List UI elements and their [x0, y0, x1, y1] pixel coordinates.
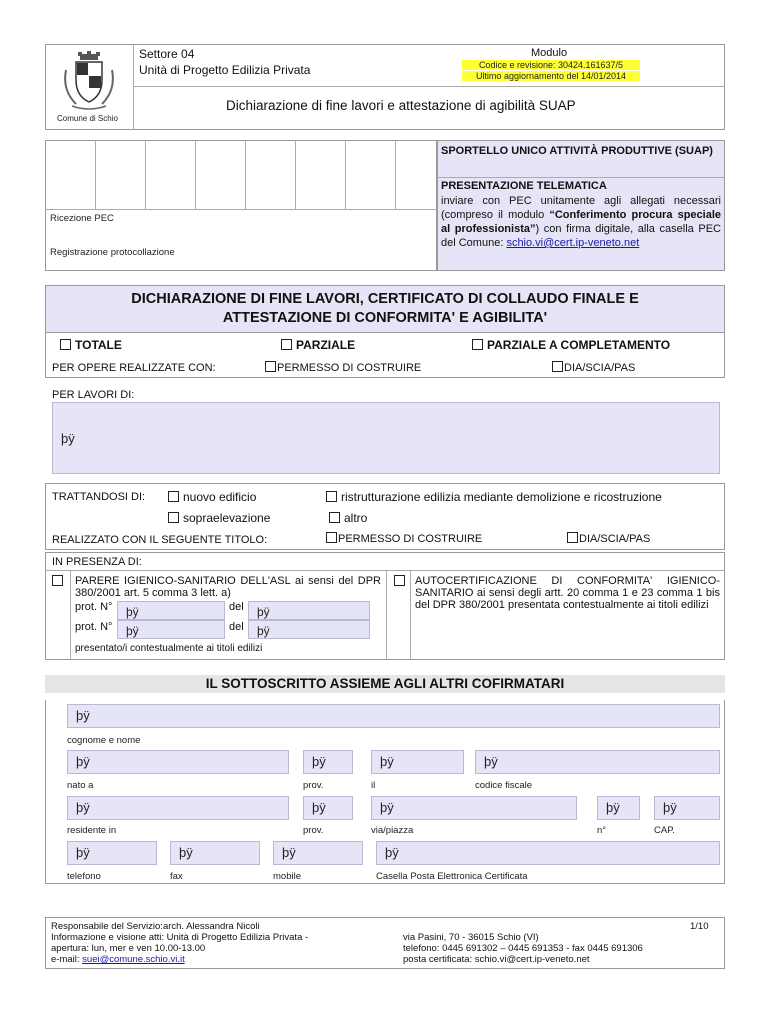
- per-lavori-label: PER LAVORI DI:: [52, 389, 135, 401]
- parziale-checkbox[interactable]: [281, 339, 292, 350]
- footer-left: [51, 921, 308, 965]
- via-label: via/piazza: [371, 825, 414, 836]
- titolo-dia-checkbox[interactable]: [567, 532, 578, 543]
- sopraelevazione-option[interactable]: sopraelevazione: [168, 511, 270, 525]
- codice-fiscale-label: codice fiscale: [475, 780, 533, 791]
- sopraelevazione-checkbox[interactable]: [168, 512, 179, 523]
- altro-checkbox[interactable]: [329, 512, 340, 523]
- numero-civico-field[interactable]: þÿ: [597, 796, 640, 820]
- footer-via: via Pasini, 70 - 36015 Schio (VI): [403, 932, 539, 943]
- altro-option[interactable]: altro: [329, 511, 367, 525]
- nuovo-edificio-checkbox[interactable]: [168, 491, 179, 502]
- prot-label-1: prot. N°: [75, 601, 113, 613]
- ristrutturazione-checkbox[interactable]: [326, 491, 337, 502]
- cognome-label: cognome e nome: [67, 735, 141, 746]
- prov-label-2: prov.: [303, 825, 324, 836]
- permesso-option[interactable]: PERMESSO DI COSTRUIRE: [265, 361, 421, 374]
- ristrutturazione-option[interactable]: ristrutturazione edilizia mediante demolizione e ricostruzione: [326, 490, 662, 504]
- residente-field[interactable]: þÿ: [67, 796, 289, 820]
- telefono-field[interactable]: þÿ: [67, 841, 157, 865]
- dia-option[interactable]: DIA/SCIA/PAS: [552, 361, 635, 374]
- pec-link[interactable]: schio.vi@cert.ip-veneto.net: [506, 237, 640, 249]
- totale-checkbox[interactable]: [60, 339, 71, 350]
- residente-label: residente in: [67, 825, 117, 836]
- header-hdivider: [133, 86, 725, 87]
- prot-field-1[interactable]: þÿ: [117, 601, 225, 620]
- numero-label: n°: [597, 825, 607, 836]
- pec-label: Casella Posta Elettronica Certificata: [376, 871, 528, 882]
- mobile-field[interactable]: þÿ: [273, 841, 363, 865]
- footer-telefono: telefono: 0445 691302 – 0445 691353 - fax 0445 691306: [403, 943, 643, 954]
- main-title-line2: ATTESTAZIONE DI CONFORMITA' E AGIBILITA': [222, 310, 548, 326]
- prov-nascita-field[interactable]: þÿ: [303, 750, 353, 774]
- comune-label: Comune di Schio: [57, 114, 118, 123]
- presentazione-title: PRESENTAZIONE TELEMATICA: [441, 180, 607, 192]
- settore: Settore 04: [139, 47, 195, 61]
- header-divider: [133, 44, 134, 130]
- il-label: il: [371, 780, 376, 791]
- mobile-label: mobile: [273, 871, 301, 882]
- modulo-label: Modulo: [531, 47, 568, 59]
- footer-posta: posta certificata: schio.vi@cert.ip-veneto.net: [403, 954, 590, 965]
- nuovo-edificio-option[interactable]: nuovo edificio: [168, 490, 256, 504]
- totale-option[interactable]: TOTALE: [60, 338, 122, 352]
- footer-email-link[interactable]: suei@comune.schio.vi.it: [82, 954, 185, 965]
- del-label-1: del: [229, 601, 244, 613]
- prot-label-2: prot. N°: [75, 621, 113, 633]
- sottoscritto-title: IL SOTTOSCRITTO ASSIEME AGLI ALTRI COFIRMATARI: [205, 676, 565, 691]
- footer-right: [403, 932, 643, 965]
- ultimo-aggiornamento: Ultimo aggiornamento del 14/01/2014: [462, 71, 640, 81]
- titolo-permesso-option[interactable]: PERMESSO DI COSTRUIRE: [326, 532, 482, 545]
- parziale-completamento-checkbox[interactable]: [472, 339, 483, 350]
- lavori-field[interactable]: þÿ: [52, 402, 720, 474]
- cap-label: CAP.: [654, 825, 675, 836]
- coat-of-arms-icon: [58, 50, 120, 112]
- autocert-text: AUTOCERTIFICAZIONE DI CONFORMITA' IGIENICO-SANITARIO ai sensi degli artt. 20 comma 1 e 23 comma 1 bis del DPR 380/2001 presentata contestualmente ai titoli edilizi: [415, 575, 720, 611]
- footer-apertura: apertura: lun, mer e ven 10.00-13.00: [51, 943, 206, 954]
- del-field-1[interactable]: þÿ: [248, 601, 370, 620]
- parziale-option[interactable]: PARZIALE: [281, 338, 355, 352]
- cognome-field[interactable]: þÿ: [67, 704, 720, 728]
- presentazione-text: inviare con PEC unitamente agli allegati necessari (compreso il modulo “Conferimento procura speciale al professionista”) con firma digitale, alla casella PEC del Comune: schio.vi@cert.ip-veneto.net: [441, 195, 722, 249]
- prov-label-1: prov.: [303, 780, 324, 791]
- suap-title: SPORTELLO UNICO ATTIVITÀ PRODUTTIVE (SUAP): [441, 145, 713, 157]
- per-opere-label: PER OPERE REALIZZATE CON:: [52, 362, 216, 374]
- parere-checkbox[interactable]: [52, 575, 63, 586]
- del-field-2[interactable]: þÿ: [248, 620, 370, 639]
- prot-field-2[interactable]: þÿ: [117, 620, 225, 639]
- autocert-checkbox[interactable]: [394, 575, 405, 586]
- footer-email-line: e-mail: suei@comune.schio.vi.it: [51, 954, 185, 965]
- footer-info: Informazione e visione atti: Unità di Progetto Edilizia Privata -: [51, 932, 309, 943]
- footer-responsabile: Responsabile del Servizio:arch. Alessandra Nicoli: [51, 921, 260, 932]
- parziale-completamento-option[interactable]: PARZIALE A COMPLETAMENTO: [472, 338, 670, 352]
- dia-checkbox[interactable]: [552, 361, 563, 372]
- pec-field[interactable]: þÿ: [376, 841, 720, 865]
- unita: Unità di Progetto Edilizia Privata: [139, 63, 311, 77]
- del-label-2: del: [229, 621, 244, 633]
- permesso-checkbox[interactable]: [265, 361, 276, 372]
- nato-field[interactable]: þÿ: [67, 750, 289, 774]
- titolo-permesso-checkbox[interactable]: [326, 532, 337, 543]
- registrazione-label: Registrazione protocollazione: [50, 247, 175, 258]
- codice-fiscale-field[interactable]: þÿ: [475, 750, 720, 774]
- fax-field[interactable]: þÿ: [170, 841, 260, 865]
- parere-text: PARERE IGIENICO-SANITARIO DELL'ASL ai sensi del DPR 380/2001 art. 5 comma 3 lett. a): [75, 575, 381, 599]
- main-title-line1: DICHIARAZIONE DI FINE LAVORI, CERTIFICATO DI COLLAUDO FINALE E: [131, 291, 639, 307]
- data-nascita-field[interactable]: þÿ: [371, 750, 464, 774]
- via-field[interactable]: þÿ: [371, 796, 577, 820]
- codice-revisione: Codice e revisione: 30424.161637/5: [462, 60, 640, 70]
- presentato-text: presentato/i contestualmente ai titoli edilizi: [75, 643, 263, 654]
- page-title: Dichiarazione di fine lavori e attestazione di agibilità SUAP: [226, 98, 576, 113]
- fax-label: fax: [170, 871, 183, 882]
- titolo-dia-option[interactable]: DIA/SCIA/PAS: [567, 532, 650, 545]
- footer-page-number: 1/10: [690, 921, 709, 932]
- ricezione-pec-label: Ricezione PEC: [50, 213, 114, 224]
- cap-field[interactable]: þÿ: [654, 796, 720, 820]
- nato-label: nato a: [67, 780, 94, 791]
- realizzato-label: REALIZZATO CON IL SEGUENTE TITOLO:: [52, 534, 268, 546]
- prov-residenza-field[interactable]: þÿ: [303, 796, 353, 820]
- presenza-label: IN PRESENZA DI:: [52, 556, 142, 568]
- trattandosi-label: TRATTANDOSI DI:: [52, 491, 146, 503]
- telefono-label: telefono: [67, 871, 101, 882]
